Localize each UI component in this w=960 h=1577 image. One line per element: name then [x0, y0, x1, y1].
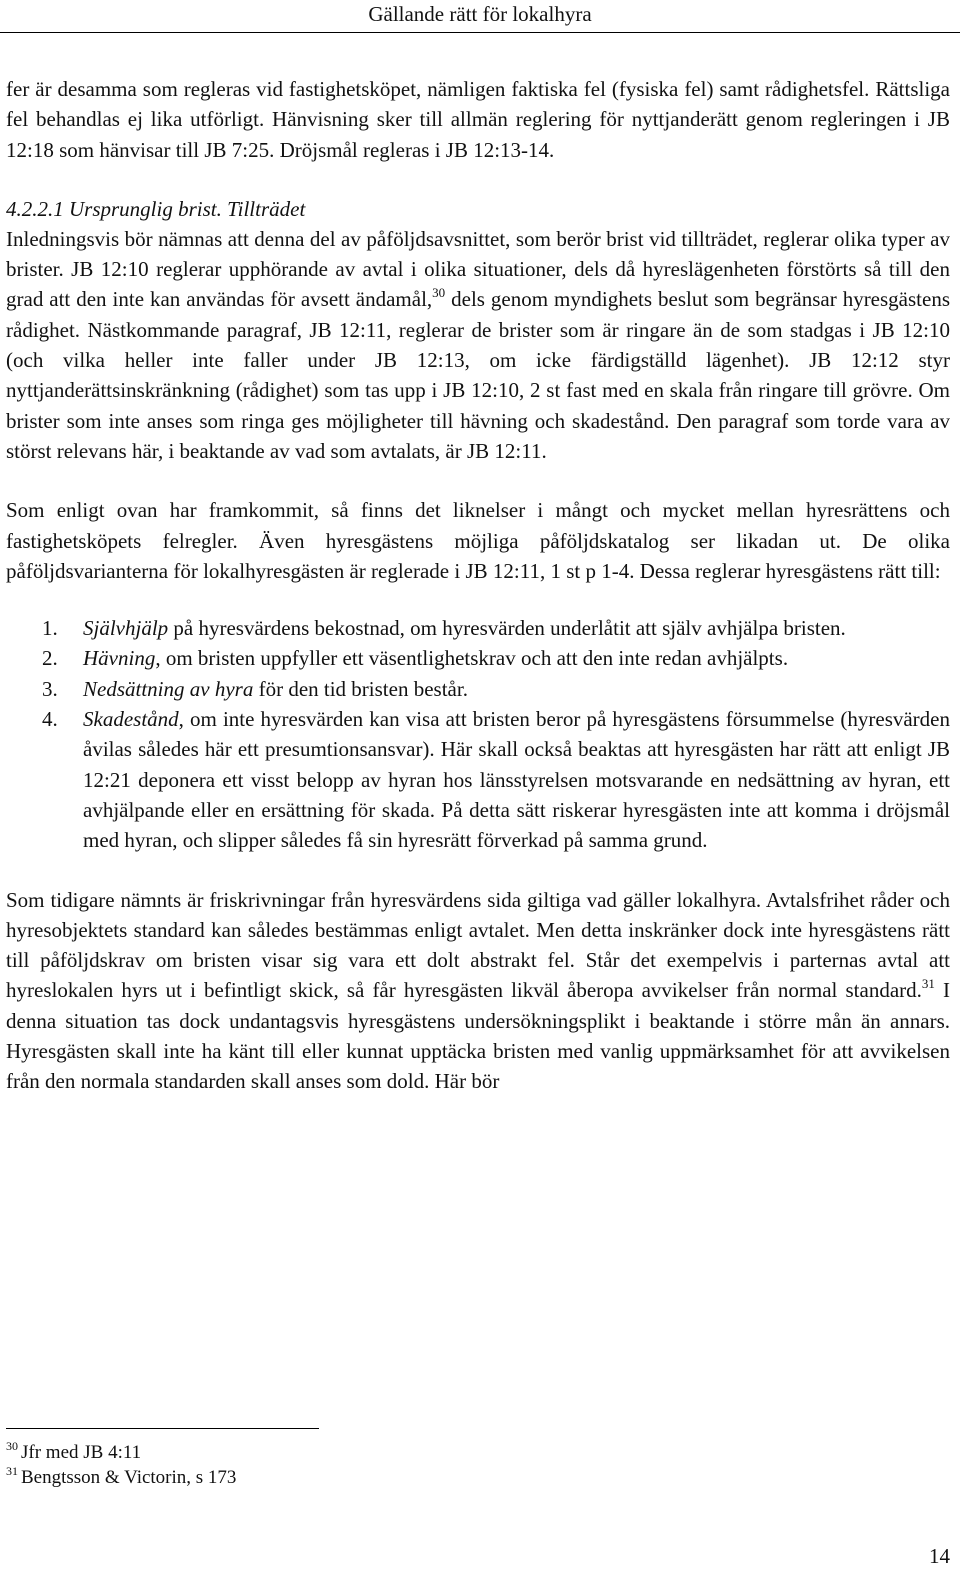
footnote-ref-31: 31	[921, 976, 935, 992]
paragraph-3-text-a: Som tidigare nämnts är friskrivningar från hyresvärdens sida giltiga vad gäller lokalhyra. Avtalsfrihet råder och hyresobjektets standard kan således bestämmas enligt avtalet. Men detta inskränker dock inte hyresgästens rätt till påföljdskrav om bristen visar sig vara ett dolt abstrakt fel. Står det exempelvis i parternas avtal att hyreslokalen hyrs ut i befintligt skick, så får hyresgästen likväl åberopa avvikelser från normal standard.	[6, 887, 950, 1003]
footnote-separator	[6, 1428, 319, 1429]
list-item-number: 2.	[42, 646, 58, 671]
footnote-ref-30: 30	[432, 285, 446, 301]
page-number: 14	[929, 1544, 950, 1568]
list-item-term: Hävning	[83, 646, 156, 671]
running-header	[0, 0, 960, 33]
intro-paragraph: fer är desamma som regleras vid fastighetsköpet, nämligen faktiska fel (fysiska fel) samt rådighetsfel. Rättsliga fel behandlas ej lika utförligt. Hänvisning sker till allmän reglering för nyttjanderätt genom regleringen i JB 12:18 som hänvisar till JB 7:25. Dröjsmål regleras i JB 12:13-14.	[6, 77, 950, 162]
list-item-term: Skadestånd	[83, 707, 179, 732]
section-title: Ursprunglig brist. Tillträdet	[69, 196, 306, 221]
list-item	[6, 613, 950, 643]
list-item	[6, 704, 950, 855]
footnote-text: Jfr med JB 4:11	[21, 1442, 142, 1463]
list-item-number: 3.	[42, 676, 58, 701]
list-item-text: för den tid bristen består.	[253, 676, 468, 701]
list-item-text: på hyresvärdens bekostnad, om hyresvärden underlåtit att själv avhjälpa bristen.	[168, 616, 846, 641]
list-item-number: 1.	[42, 616, 58, 641]
paragraph-2: Som enligt ovan har framkommit, så finns det liknelser i mångt och mycket mellan hyresrättens och fastighetsköpets felregler. Även hyresgästens möjliga påföljdskatalog ser likadan ut. De olika påföljdsvarianterna för lokalhyresgästen är reglerade i JB 12:11, 1 st p 1-4. Dessa reglerar hyresgästens rätt till:	[6, 498, 950, 583]
list-item-term: Nedsättning av hyra	[83, 676, 254, 701]
footnote-text: Bengtsson & Victorin, s 173	[21, 1467, 237, 1488]
list-item-number: 4.	[42, 707, 58, 732]
footnote-number: 31	[6, 1464, 18, 1478]
list-item	[6, 674, 950, 704]
remedy-list	[6, 613, 950, 855]
page-body	[6, 74, 950, 1097]
list-item-text: , om bristen uppfyller ett väsentlighetskrav och att den inte redan avhjälpts.	[155, 646, 789, 671]
paragraph-1	[6, 224, 950, 466]
paragraph-1-text-b: dels genom myndighets beslut som begränsar hyresgästens rådighet. Nästkommande paragraf, JB 12:11, reglerar de brister som är ringare än de som stadgas i JB 12:10 (och vilka heller inte faller under JB 12:13, om icke färdigställd lägenhet). JB 12:12 styr nyttjanderättsinskränkning (rådighet) som tas upp i JB 12:10, 2 st fast med en skala från ringare till grövre. Om brister som inte anses som ringa ges möjligheter till hävning och skadestånd. Den paragraf som torde vara av störst relevans här, i beaktande av vad som avtalats, är JB 12:11.	[6, 287, 950, 463]
paragraph-3	[6, 885, 950, 1097]
footnote-number: 30	[6, 1439, 18, 1453]
footnotes	[6, 1440, 606, 1490]
header-title: Gällande rätt för lokalhyra	[368, 2, 592, 26]
section-heading	[6, 194, 950, 224]
list-item	[6, 643, 950, 673]
list-item-text: , om inte hyresvärden kan visa att bristen beror på hyresgästens försummelse (hyresvärden åvilas således här ett presumtionsansvar). Här skall också beaktas att hyresgästen har rätt att enligt JB 12:21 deponera ett visst belopp av hyran hos länsstyrelsen motsvarande en nedsättning av hyran, ett avhjälpande eller en ersättning för skada. På detta sätt riskerar hyresgästen inte att komma i dröjsmål med hyran, och slipper således få sin hyresrätt förverkad på samma grund.	[83, 707, 950, 853]
list-item-term: Självhjälp	[83, 616, 169, 641]
paragraph-1-text-a: Inledningsvis bör nämnas att denna del av påföljdsavsnittet, som berör brist vid tillträdet, reglerar olika typer av brister. JB 12:10 reglerar upphörande av avtal i olika situationer, dels då hyreslägenheten förstörts så till den grad att den inte kan användas för avsett ändamål,	[6, 226, 950, 312]
paragraph-3-text-b: I denna situation tas dock undantagsvis hyresgästens undersökningsplikt i beaktande i större mån än annars. Hyresgästen skall inte ha känt till eller kunnat upptäcka bristen med vanlig uppmärksamhet för att avvikelsen från den normala standarden skall anses som dold. Här bör	[6, 978, 950, 1094]
footnote	[6, 1440, 606, 1465]
section-number: 4.2.2.1	[6, 196, 64, 221]
footnote	[6, 1465, 606, 1490]
